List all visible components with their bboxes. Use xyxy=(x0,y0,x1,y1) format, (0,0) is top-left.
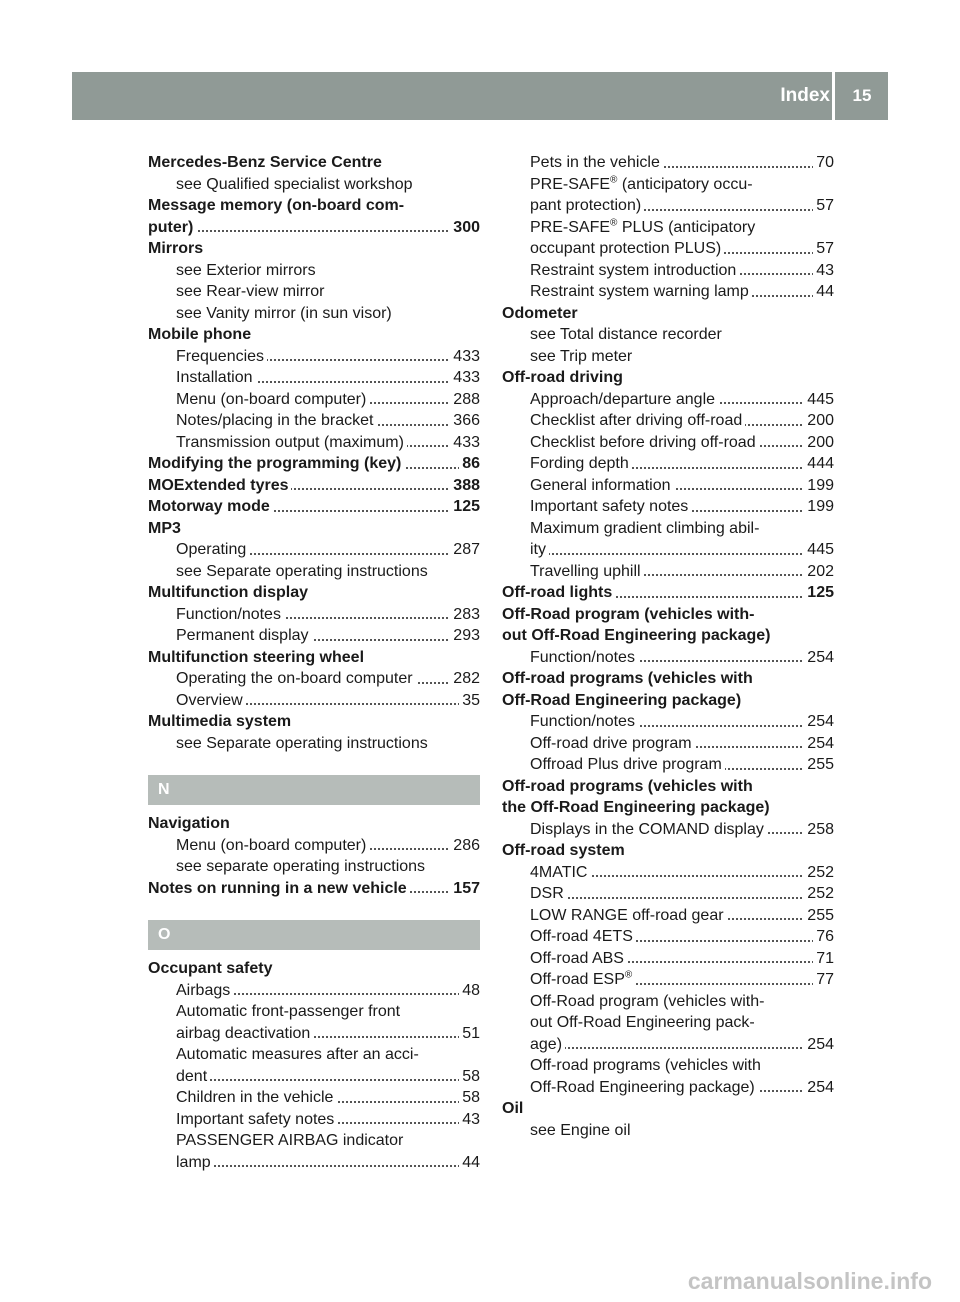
page-ref: 255 xyxy=(804,754,834,776)
index-entry: Multifunction steering wheel xyxy=(148,647,480,669)
index-entry: Mobile phone xyxy=(148,324,480,346)
index-entry: MOExtended tyres 388 xyxy=(148,475,480,497)
page-ref: 287 xyxy=(450,539,480,561)
index-subentry: ity 445 xyxy=(502,539,834,561)
index-subentry: see Vanity mirror (in sun visor) xyxy=(148,303,480,325)
index-entry: Navigation xyxy=(148,813,480,835)
page-ref: 86 xyxy=(459,453,480,475)
index-subentry: occupant protection PLUS) 57 xyxy=(502,238,834,260)
page-ref: 282 xyxy=(450,668,480,690)
index-entry: Odometer xyxy=(502,303,834,325)
index-subentry: Important safety notes 43 xyxy=(148,1109,480,1131)
index-subentry: 4MATIC 252 xyxy=(502,862,834,884)
index-subentry: PRE-SAFE® (anticipatory occu- xyxy=(502,174,834,196)
page-ref: 252 xyxy=(804,883,834,905)
page-ref: 71 xyxy=(813,948,834,970)
index-subentry: Pets in the vehicle 70 xyxy=(502,152,834,174)
header-divider xyxy=(832,72,835,120)
index-entry: Mirrors xyxy=(148,238,480,260)
index-subentry: Transmission output (maximum) 433 xyxy=(148,432,480,454)
index-entry: Motorway mode 125 xyxy=(148,496,480,518)
index-subentry: out Off-Road Engineering pack- xyxy=(502,1012,834,1034)
index-entry: Multimedia system xyxy=(148,711,480,733)
index-entry: Off-Road Engineering package) xyxy=(502,690,834,712)
index-entry: the Off-Road Engineering package) xyxy=(502,797,834,819)
index-entry: Off-Road program (vehicles with- xyxy=(502,604,834,626)
page-ref: 57 xyxy=(813,238,834,260)
page-ref: 77 xyxy=(813,969,834,991)
page-ref: 58 xyxy=(459,1087,480,1109)
page-ref: 444 xyxy=(804,453,834,475)
index-subentry: General information 199 xyxy=(502,475,834,497)
watermark: carmanualsonline.info xyxy=(687,1268,932,1294)
index-entry: Message memory (on-board com- xyxy=(148,195,480,217)
page-ref: 44 xyxy=(813,281,834,303)
page-ref: 51 xyxy=(459,1023,480,1045)
index-subentry: Displays in the COMAND display 258 xyxy=(502,819,834,841)
page-ref: 199 xyxy=(804,496,834,518)
header-title: Index xyxy=(780,85,830,106)
index-subentry: Automatic front-passenger front xyxy=(148,1001,480,1023)
index-subentry: Operating the on-board computer 282 xyxy=(148,668,480,690)
page-ref: 388 xyxy=(450,475,480,497)
index-subentry: dent 58 xyxy=(148,1066,480,1088)
page-ref: 254 xyxy=(804,1034,834,1056)
index-entry: puter) 300 xyxy=(148,217,480,239)
index-subentry: Off-road programs (vehicles with xyxy=(502,1055,834,1077)
index-entry: Multifunction display xyxy=(148,582,480,604)
index-subentry: Operating 287 xyxy=(148,539,480,561)
index-subentry: Off-road ABS 71 xyxy=(502,948,834,970)
page-ref: 300 xyxy=(450,217,480,239)
page-ref: 125 xyxy=(804,582,834,604)
page-ref: 252 xyxy=(804,862,834,884)
index-subentry: DSR 252 xyxy=(502,883,834,905)
index-subentry: Important safety notes 199 xyxy=(502,496,834,518)
index-subentry: Notes/placing in the bracket 366 xyxy=(148,410,480,432)
index-subentry: Automatic measures after an acci- xyxy=(148,1044,480,1066)
index-subentry: Off-road drive program 254 xyxy=(502,733,834,755)
index-entry: MP3 xyxy=(148,518,480,540)
page-ref: 258 xyxy=(804,819,834,841)
index-subentry: Installation 433 xyxy=(148,367,480,389)
page-ref: 293 xyxy=(450,625,480,647)
page-ref: 433 xyxy=(450,367,480,389)
page-ref: 445 xyxy=(804,539,834,561)
page-ref: 433 xyxy=(450,432,480,454)
index-subentry: Restraint system introduction 43 xyxy=(502,260,834,282)
page-ref: 43 xyxy=(459,1109,480,1131)
page-ref: 48 xyxy=(459,980,480,1002)
index-subentry: Checklist after driving off-road 200 xyxy=(502,410,834,432)
index-subentry: Airbags 48 xyxy=(148,980,480,1002)
page-ref: 433 xyxy=(450,346,480,368)
page-ref: 43 xyxy=(813,260,834,282)
index-entry: Off-road programs (vehicles with xyxy=(502,776,834,798)
page-ref: 157 xyxy=(450,878,480,900)
index-subentry: Approach/departure angle 445 xyxy=(502,389,834,411)
index-entry: Notes on running in a new vehicle 157 xyxy=(148,878,480,900)
index-subentry: Travelling uphill 202 xyxy=(502,561,834,583)
index-subentry: airbag deactivation 51 xyxy=(148,1023,480,1045)
index-subentry: Permanent display 293 xyxy=(148,625,480,647)
index-subentry: PASSENGER AIRBAG indicator xyxy=(148,1130,480,1152)
index-entry: Off-road lights 125 xyxy=(502,582,834,604)
index-entry: Occupant safety xyxy=(148,958,480,980)
index-subentry: see Trip meter xyxy=(502,346,834,368)
page-ref: 286 xyxy=(450,835,480,857)
index-subentry: LOW RANGE off-road gear 255 xyxy=(502,905,834,927)
index-subentry: Menu (on-board computer) 288 xyxy=(148,389,480,411)
registered-mark: ® xyxy=(624,969,633,981)
index-subentry: Offroad Plus drive program 255 xyxy=(502,754,834,776)
page-ref: 199 xyxy=(804,475,834,497)
index-subentry: Frequencies 433 xyxy=(148,346,480,368)
page-ref: 445 xyxy=(804,389,834,411)
index-column-right xyxy=(502,152,834,1141)
page-ref: 70 xyxy=(813,152,834,174)
page-ref: 255 xyxy=(804,905,834,927)
index-subentry: see Exterior mirrors xyxy=(148,260,480,282)
section-heading-o: O xyxy=(148,920,480,950)
page-ref: 283 xyxy=(450,604,480,626)
index-subentry: lamp 44 xyxy=(148,1152,480,1174)
index-entry: Oil xyxy=(502,1098,834,1120)
index-subentry: Fording depth 444 xyxy=(502,453,834,475)
page-ref: 44 xyxy=(459,1152,480,1174)
index-entry: Modifying the programming (key) 86 xyxy=(148,453,480,475)
page-ref: 200 xyxy=(804,410,834,432)
index-subentry: age) 254 xyxy=(502,1034,834,1056)
index-subentry: Off-road 4ETS 76 xyxy=(502,926,834,948)
page-ref: 202 xyxy=(804,561,834,583)
page-ref: 200 xyxy=(804,432,834,454)
page-ref: 57 xyxy=(813,195,834,217)
index-entry: out Off-Road Engineering package) xyxy=(502,625,834,647)
section-heading-n: N xyxy=(148,775,480,805)
index-subentry: PRE-SAFE® PLUS (anticipatory xyxy=(502,217,834,239)
index-subentry: Children in the vehicle 58 xyxy=(148,1087,480,1109)
index-subentry: Checklist before driving off-road 200 xyxy=(502,432,834,454)
page-ref: 125 xyxy=(450,496,480,518)
page-ref: 254 xyxy=(804,647,834,669)
index-subentry: Off-Road program (vehicles with- xyxy=(502,991,834,1013)
index-subentry: see separate operating instructions xyxy=(148,856,480,878)
index-subentry: pant protection) 57 xyxy=(502,195,834,217)
index-subentry: Function/notes 254 xyxy=(502,711,834,733)
index-subentry: Overview 35 xyxy=(148,690,480,712)
page-ref: 58 xyxy=(459,1066,480,1088)
page-ref: 288 xyxy=(450,389,480,411)
index-subentry: Menu (on-board computer) 286 xyxy=(148,835,480,857)
page-ref: 254 xyxy=(804,711,834,733)
registered-mark: ® xyxy=(610,174,618,186)
index-subentry: Function/notes 283 xyxy=(148,604,480,626)
index-subentry: Off-road ESP® 77 xyxy=(502,969,834,991)
index-subentry: see Total distance recorder xyxy=(502,324,834,346)
page-ref: 254 xyxy=(804,1077,834,1099)
index-entry: Off-road system xyxy=(502,840,834,862)
index-subentry: see Separate operating instructions xyxy=(148,561,480,583)
page-ref: 35 xyxy=(459,690,480,712)
index-entry: Mercedes-Benz Service Centre xyxy=(148,152,480,174)
registered-mark: ® xyxy=(610,217,618,229)
page-ref: 366 xyxy=(450,410,480,432)
index-entry: Off-road driving xyxy=(502,367,834,389)
page-number: 15 xyxy=(852,86,872,105)
index-column-left xyxy=(148,152,480,1173)
index-subentry: Function/notes 254 xyxy=(502,647,834,669)
index-subentry: Off-Road Engineering package) 254 xyxy=(502,1077,834,1099)
index-subentry: Maximum gradient climbing abil- xyxy=(502,518,834,540)
index-subentry: Restraint system warning lamp 44 xyxy=(502,281,834,303)
index-entry: Off-road programs (vehicles with xyxy=(502,668,834,690)
page-ref: 254 xyxy=(804,733,834,755)
index-subentry: see Engine oil xyxy=(502,1120,834,1142)
index-subentry: see Rear-view mirror xyxy=(148,281,480,303)
index-subentry: see Separate operating instructions xyxy=(148,733,480,755)
page-ref: 76 xyxy=(813,926,834,948)
index-subentry: see Qualified specialist workshop xyxy=(148,174,480,196)
